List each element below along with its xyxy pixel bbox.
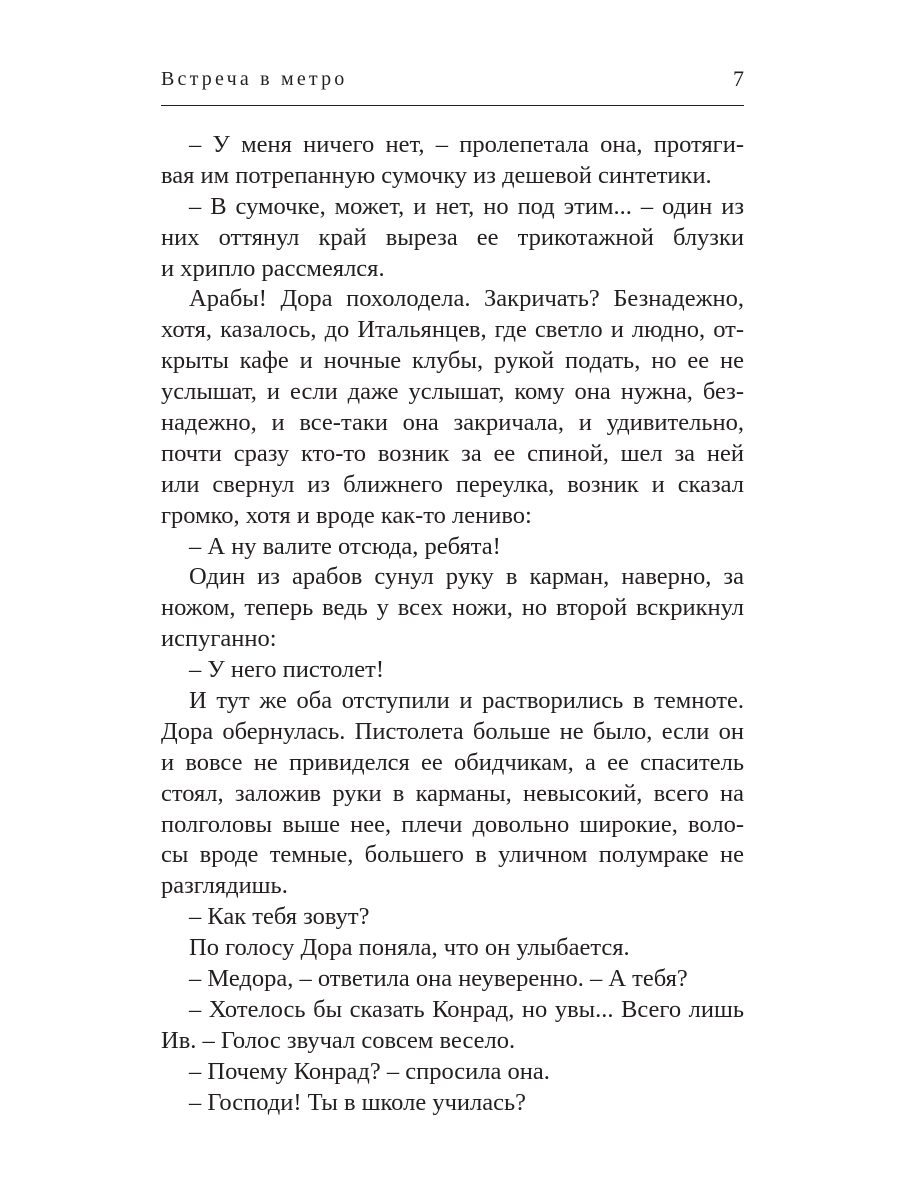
- text-line: хотя, казалось, до Итальянцев, где светло и людно, от-: [161, 316, 744, 344]
- text-line: – У него пистолет!: [189, 656, 385, 684]
- text-line: – У меня ничего нет, – пролепетала она, протяги-: [189, 131, 744, 158]
- text-line: или свернул из ближнего переулка, возник и сказал: [161, 470, 744, 498]
- text-line: стоял, заложив руки в карманы, невысокий, всего на: [161, 779, 744, 807]
- running-title: Встреча в метро: [161, 68, 348, 90]
- page-header: [161, 68, 744, 98]
- text-line: – Почему Конрад? – спросила она.: [189, 1057, 550, 1085]
- text-line: – Хотелось бы сказать Конрад, но увы... Всего лишь: [189, 995, 744, 1023]
- text-line: ножом, теперь ведь у всех ножи, но второй вскрикнул: [161, 594, 744, 622]
- text-line: – А ну валите отсюда, ребята!: [189, 532, 501, 560]
- header-rule: [161, 105, 744, 106]
- text-line: И тут же оба отступили и растворились в темноте.: [189, 687, 744, 715]
- text-line: громко, хотя и вроде как-то лениво:: [161, 501, 532, 529]
- text-line: почти сразу кто-то возник за ее спиной, шел за ней: [161, 439, 744, 467]
- text-line: – Господи! Ты в школе училась?: [189, 1088, 527, 1116]
- text-line: и вовсе не привиделся ее обидчикам, а ее спаситель: [161, 748, 744, 776]
- text-line: и хрипло рассмеялся.: [161, 254, 385, 282]
- text-line: – В сумочке, может, и нет, но под этим... – один из: [189, 192, 744, 220]
- body-text: [161, 130, 744, 1119]
- text-line: По голосу Дора поняла, что он улыбается.: [189, 934, 630, 962]
- text-line: – Как тебя зовут?: [189, 903, 370, 931]
- page-number: 7: [733, 66, 744, 91]
- text-line: вая им потрепанную сумочку из дешевой синтетики.: [161, 161, 712, 189]
- text-line: – Медора, – ответила она неуверенно. – А тебя?: [189, 965, 688, 993]
- text-line: полголовы выше нее, плечи довольно широкие, воло-: [161, 810, 744, 838]
- text-line: разглядишь.: [161, 872, 288, 900]
- text-line: них оттянул край выреза ее трикотажной блузки: [161, 223, 744, 251]
- text-line: сы вроде темные, большего в уличном полумраке не: [161, 841, 744, 869]
- text-line: Дора обернулась. Пистолета больше не было, если он: [161, 717, 744, 745]
- text-line: испуганно:: [161, 625, 277, 653]
- text-line: крыты кафе и ночные клубы, рукой подать, но ее не: [161, 347, 744, 375]
- text-line: Арабы! Дора похолодела. Закричать? Безнадежно,: [189, 285, 744, 313]
- text-line: надежно, и все-таки она закричала, и удивительно,: [161, 409, 744, 437]
- text-line: услышат, и если даже услышат, кому она нужна, без-: [161, 378, 744, 406]
- text-line: Ив. – Голос звучал совсем весело.: [161, 1026, 516, 1054]
- text-line: Один из арабов сунул руку в карман, наверно, за: [189, 563, 744, 591]
